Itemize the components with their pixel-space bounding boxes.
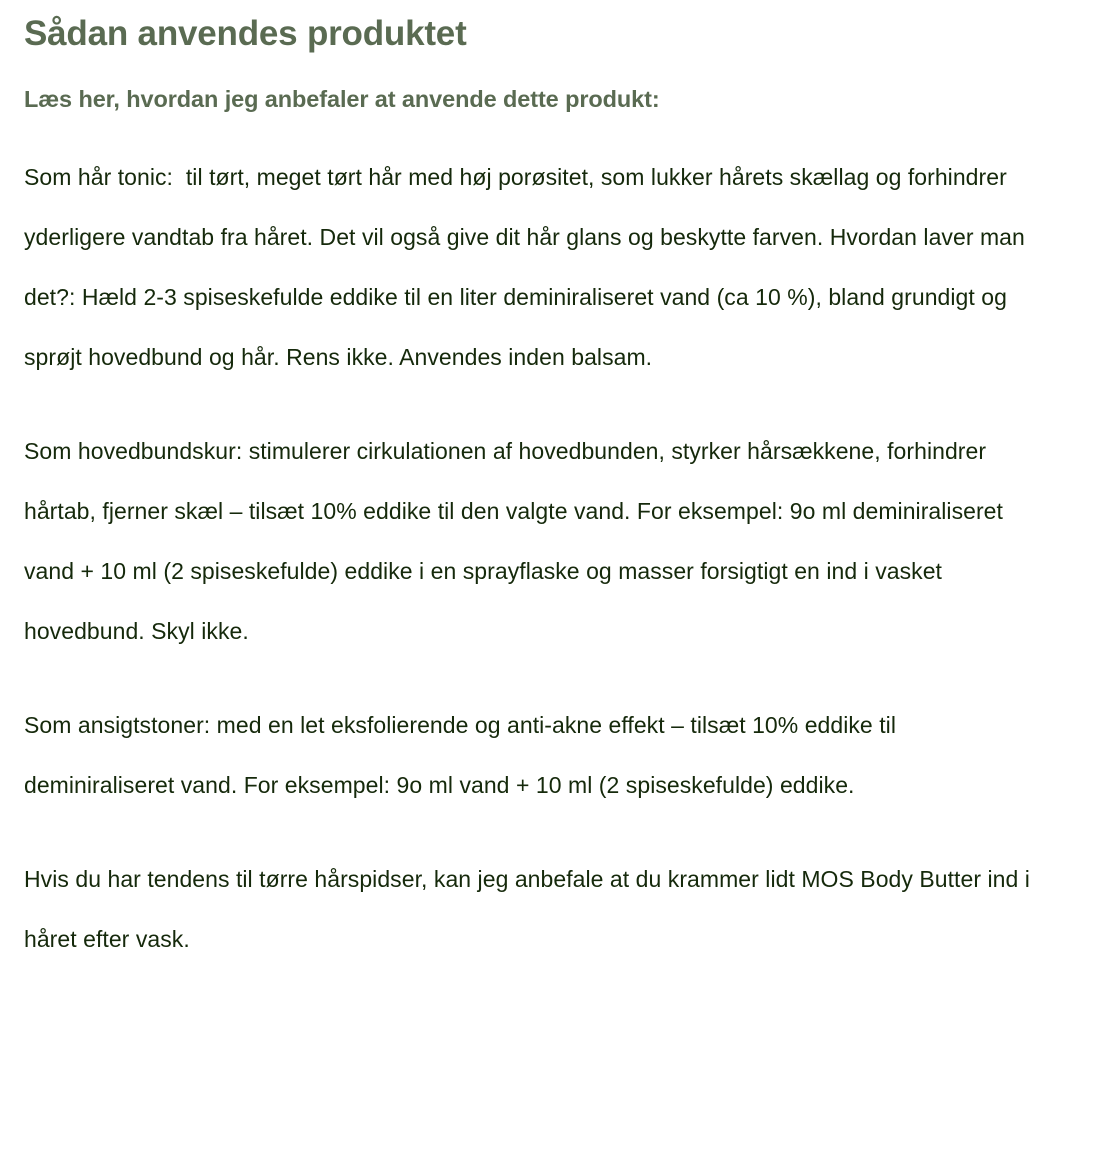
page-subtitle: Læs her, hvordan jeg anbefaler at anvende dette produkt: — [24, 85, 660, 112]
usage-instructions-body — [24, 147, 1046, 969]
usage-paragraph-scalp-treatment: Som hovedbundskur: stimulerer cirkulationen af hovedbunden, styrker hårsækkene, forhindrer hårtab, fjerner skæl – tilsæt 10% eddike til den valgte vand. For eksempel: 9o ml deminiraliseret vand + 10 ml (2 spiseskefulde) eddike i en sprayflaske og masser forsigtigt en ind i vasket hovedbund. Skyl ikke. — [24, 438, 1010, 645]
usage-paragraph-dry-hair-tips: Hvis du har tendens til tørre hårspidser, kan jeg anbefale at du krammer lidt MOS Body Butter ind i håret efter vask. — [24, 866, 1037, 953]
usage-paragraph-face-toner: Som ansigtstoner: med en let eksfolierende og anti-akne effekt – tilsæt 10% eddike til deminiraliseret vand. For eksempel: 9o ml vand + 10 ml (2 spiseskefulde) eddike. — [24, 712, 903, 799]
usage-paragraph-hair-tonic: Som hår tonic: til tørt, meget tørt hår med høj porøsitet, som lukker hårets skællag og forhindrer yderligere vandtab fra håret. Det vil også give dit hår glans og beskytte farven. Hvordan laver man det?: Hæld 2-3 spiseskefulde eddike til en liter deminiraliseret vand (ca 10 %), bland grundigt og sprøjt hovedbund og hår. Rens ikke. Anvendes inden balsam. — [24, 164, 1032, 371]
page-title: Sådan anvendes produktet — [24, 14, 467, 53]
